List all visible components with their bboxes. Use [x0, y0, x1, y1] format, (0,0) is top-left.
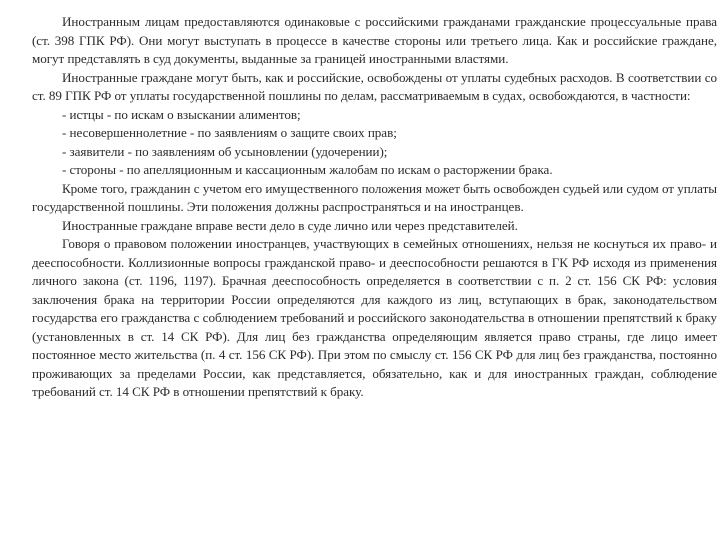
- paragraph: Иностранным лицам предоставляются одинаковые с российскими гражданами гражданские процессуальные права (ст. 398 ГПК РФ). Они могут выступать в процессе в качестве стороны или третьего лица. Как и российские граждане, могут представлять в суд документы, выданные за границей иностранными властями.: [32, 14, 717, 66]
- paragraph: Иностранные граждане вправе вести дело в суде лично или через представителей.: [62, 217, 518, 233]
- list-item: - стороны - по апелляционным и кассационным жалобам по искам о расторжении брака.: [62, 162, 553, 177]
- paragraph: Кроме того, гражданин с учетом его имущественного положения может быть освобожден судьей или судом от уплаты государственной пошлины. Эти положения должны распространяться и на иностранцев.: [32, 180, 717, 214]
- paragraph: Говоря о правовом положении иностранцев, участвующих в семейных отношениях, нельзя не коснуться их право- и дееспособности. Коллизионные вопросы гражданской право- и дееспособности решаются в ГК РФ исходя из применения личного закона (ст. 1196, 1197). Брачная дееспособность определяется в соответствии с п. 2 ст. 156 СК РФ: условия заключения брака на территории России определяются для каждого из лиц, вступающих в брак, законодательством государства его гражданства с соблюдением требований и российского законодательства в отношении препятствий к браку (установленных в ст. 14 СК РФ). Для лиц без гражданства определяющим является право страны, где лицо имеет постоянное место жительства (п. 4 ст. 156 СК РФ). При этом по смыслу ст. 156 СК РФ для лиц без гражданства, постоянно проживающих за пределами России, как представляется, обязательно, как и для иностранных граждан, соблюдение требований ст. 14 СК РФ в отношении препятствий к браку.: [32, 236, 717, 399]
- list-item: - истцы - по искам о взыскании алиментов;: [62, 106, 301, 122]
- paragraph: Иностранные граждане могут быть, как и российские, освобождены от уплаты судебных расходов. В соответствии со ст. 89 ГПК РФ от уплаты государственной пошлины по делам, рассматриваемым в судах, освобождаются, в частности:: [32, 69, 717, 103]
- list-item: - заявители - по заявлениям об усыновлении (удочерении);: [62, 143, 388, 159]
- list-item: - несовершеннолетние - по заявлениям о защите своих прав;: [62, 125, 397, 140]
- document-body: [32, 13, 717, 402]
